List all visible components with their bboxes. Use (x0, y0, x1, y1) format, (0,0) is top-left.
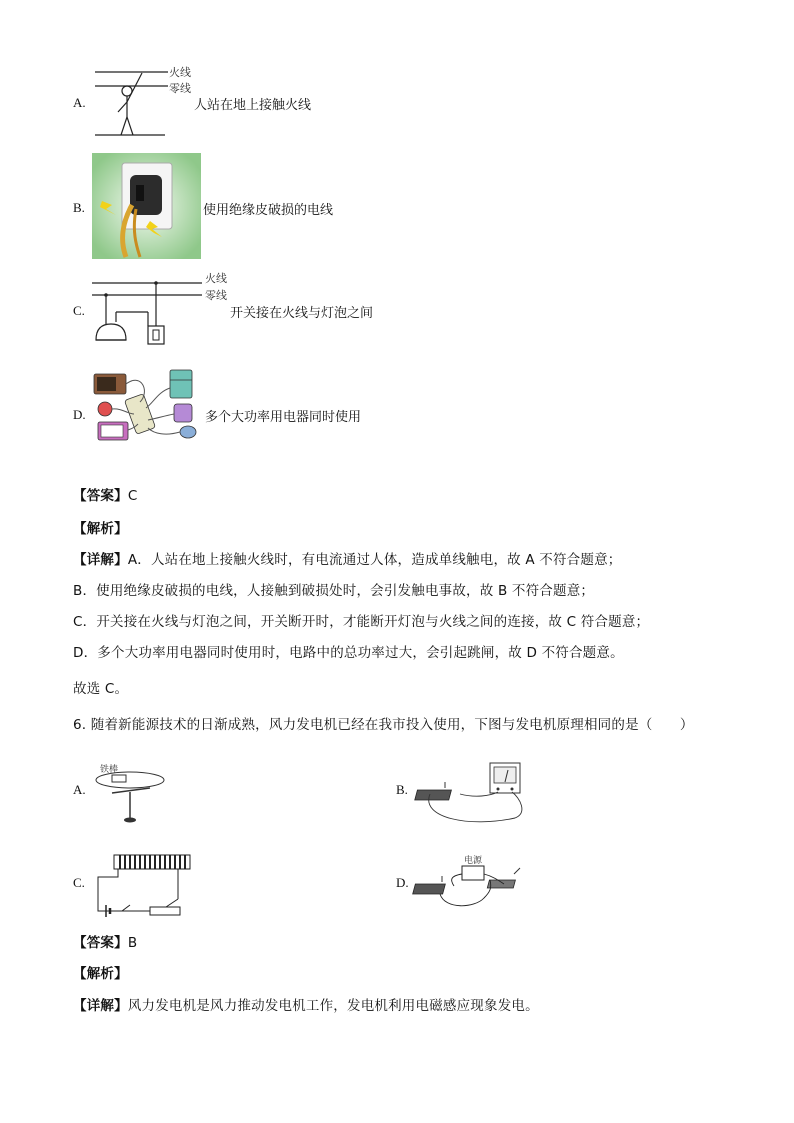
q6-detail-text: 风力发电机是风力推动发电机工作，发电机利用电磁感应现象发电。 (127, 998, 539, 1014)
q6-option-b-letter: B. (396, 782, 408, 797)
q6-answer-value: B (127, 935, 138, 951)
q5-option-c-caption: 开关接在火线与灯泡之间 (230, 306, 374, 321)
q6-detail-tag: 【详解】 (73, 998, 128, 1014)
q5-option-c-diagram (90, 272, 210, 352)
q5-conclusion: 故选 C。 (73, 681, 129, 697)
q5-option-b-caption: 使用绝缘皮破损的电线 (203, 203, 334, 218)
q5-answer-tag: 【答案】 (73, 488, 128, 504)
q5-option-d-caption: 多个大功率用电器同时使用 (205, 410, 362, 425)
q5-option-b-image (92, 153, 201, 259)
q6-a-label: 铁棒 (100, 765, 119, 775)
q6-d-label: 电源 (464, 856, 483, 866)
q5-option-d-image (92, 362, 207, 442)
q6-detail-line (73, 994, 539, 1014)
q5-detail-line-3: C．开关接在火线与灯泡之间，开关断开时，才能断开灯泡与火线之间的连接，故 C 符合题意； (73, 614, 650, 630)
q5-detail-tag: 【详解】 (73, 552, 128, 568)
q5-detail-line-1 (73, 548, 621, 568)
q5-answer (73, 484, 137, 504)
q5-option-a-caption: 人站在地上接触火线 (194, 98, 312, 113)
q6-answer (73, 931, 137, 951)
q6-option-c-letter: C. (73, 875, 85, 890)
q5-option-c-letter: C. (73, 303, 85, 318)
q6-option-a-letter: A. (73, 782, 86, 797)
q5-c-neutral-label: 零线 (205, 289, 227, 302)
q6-option-b-diagram (420, 758, 530, 830)
q6-option-d-letter: D. (396, 875, 409, 890)
q5-option-a-letter: A. (73, 95, 86, 110)
q6-option-c-diagram (92, 849, 194, 919)
q6-stem: 6. 随着新能源技术的日渐成熟，风力发电机已经在我市投入使用，下图与发电机原理相同的是（ ） (73, 717, 694, 733)
q5-analysis-tag: 【解析】 (73, 521, 128, 537)
q6-analysis-tag: 【解析】 (73, 966, 128, 982)
q5-answer-value: C (127, 488, 138, 504)
q6-answer-tag: 【答案】 (73, 935, 128, 951)
q5-a-fire-label: 火线 (169, 66, 191, 79)
q5-detail-line-2: B．使用绝缘皮破损的电线，人接触到破损处时，会引发触电事故，故 B 不符合题意； (73, 583, 595, 599)
q5-a-neutral-label: 零线 (169, 82, 191, 95)
q5-detail-text-1: A．人站在地上接触火线时，有电流通过人体，造成单线触电，故 A 不符合题意； (127, 552, 622, 568)
q5-option-b-letter: B. (73, 200, 85, 215)
q5-option-d-letter: D. (73, 407, 86, 422)
q5-detail-line-4: D．多个大功率用电器同时使用时，电路中的总功率过大，会引起跳闸，故 D 不符合题意。 (73, 645, 624, 661)
q5-c-fire-label: 火线 (205, 272, 227, 285)
